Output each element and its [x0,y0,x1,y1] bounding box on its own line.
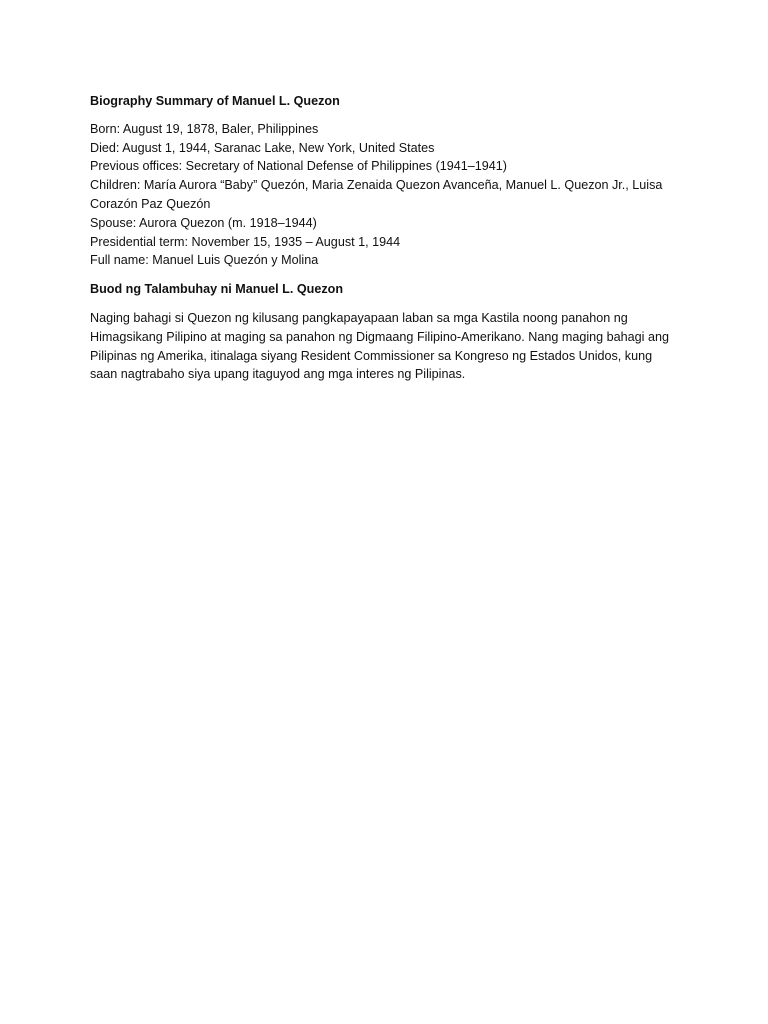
biography-facts-list [90,120,680,270]
document-page [90,92,680,384]
fact-previous-offices: Previous offices: Secretary of National Defense of Philippines (1941–1941) [90,159,508,174]
section-title: Buod ng Talambuhay ni Manuel L. Quezon [90,282,344,297]
fact-died: Died: August 1, 1944, Saranac Lake, New York, United States [90,140,435,155]
summary-paragraph: Naging bahagi si Quezon ng kilusang pangkapayapaan laban sa mga Kastila noong panahon ng Himagsikang Pilipino at maging sa panahon ng Digmaang Filipino-Amerikano. Nang maging bahagi ang Pilipinas ng Amerika, itinalaga siyang Resident Commissioner sa Kongreso ng Estados Unidos, kung saan nagtrabaho siya upang itaguyod ang mga interes ng Pilipinas. [90,310,669,382]
fact-full-name: Full name: Manuel Luis Quezón y Molina [90,253,319,268]
fact-born: Born: August 19, 1878, Baler, Philippines [90,121,319,136]
document-title: Biography Summary of Manuel L. Quezon [90,94,340,108]
fact-children: Children: María Aurora “Baby” Quezón, Maria Zenaida Quezon Avanceña, Manuel L. Quezon Jr., Luisa Corazón Paz Quezón [90,178,663,211]
fact-spouse: Spouse: Aurora Quezon (m. 1918–1944) [90,215,317,230]
fact-presidential-term: Presidential term: November 15, 1935 – August 1, 1944 [90,234,401,249]
